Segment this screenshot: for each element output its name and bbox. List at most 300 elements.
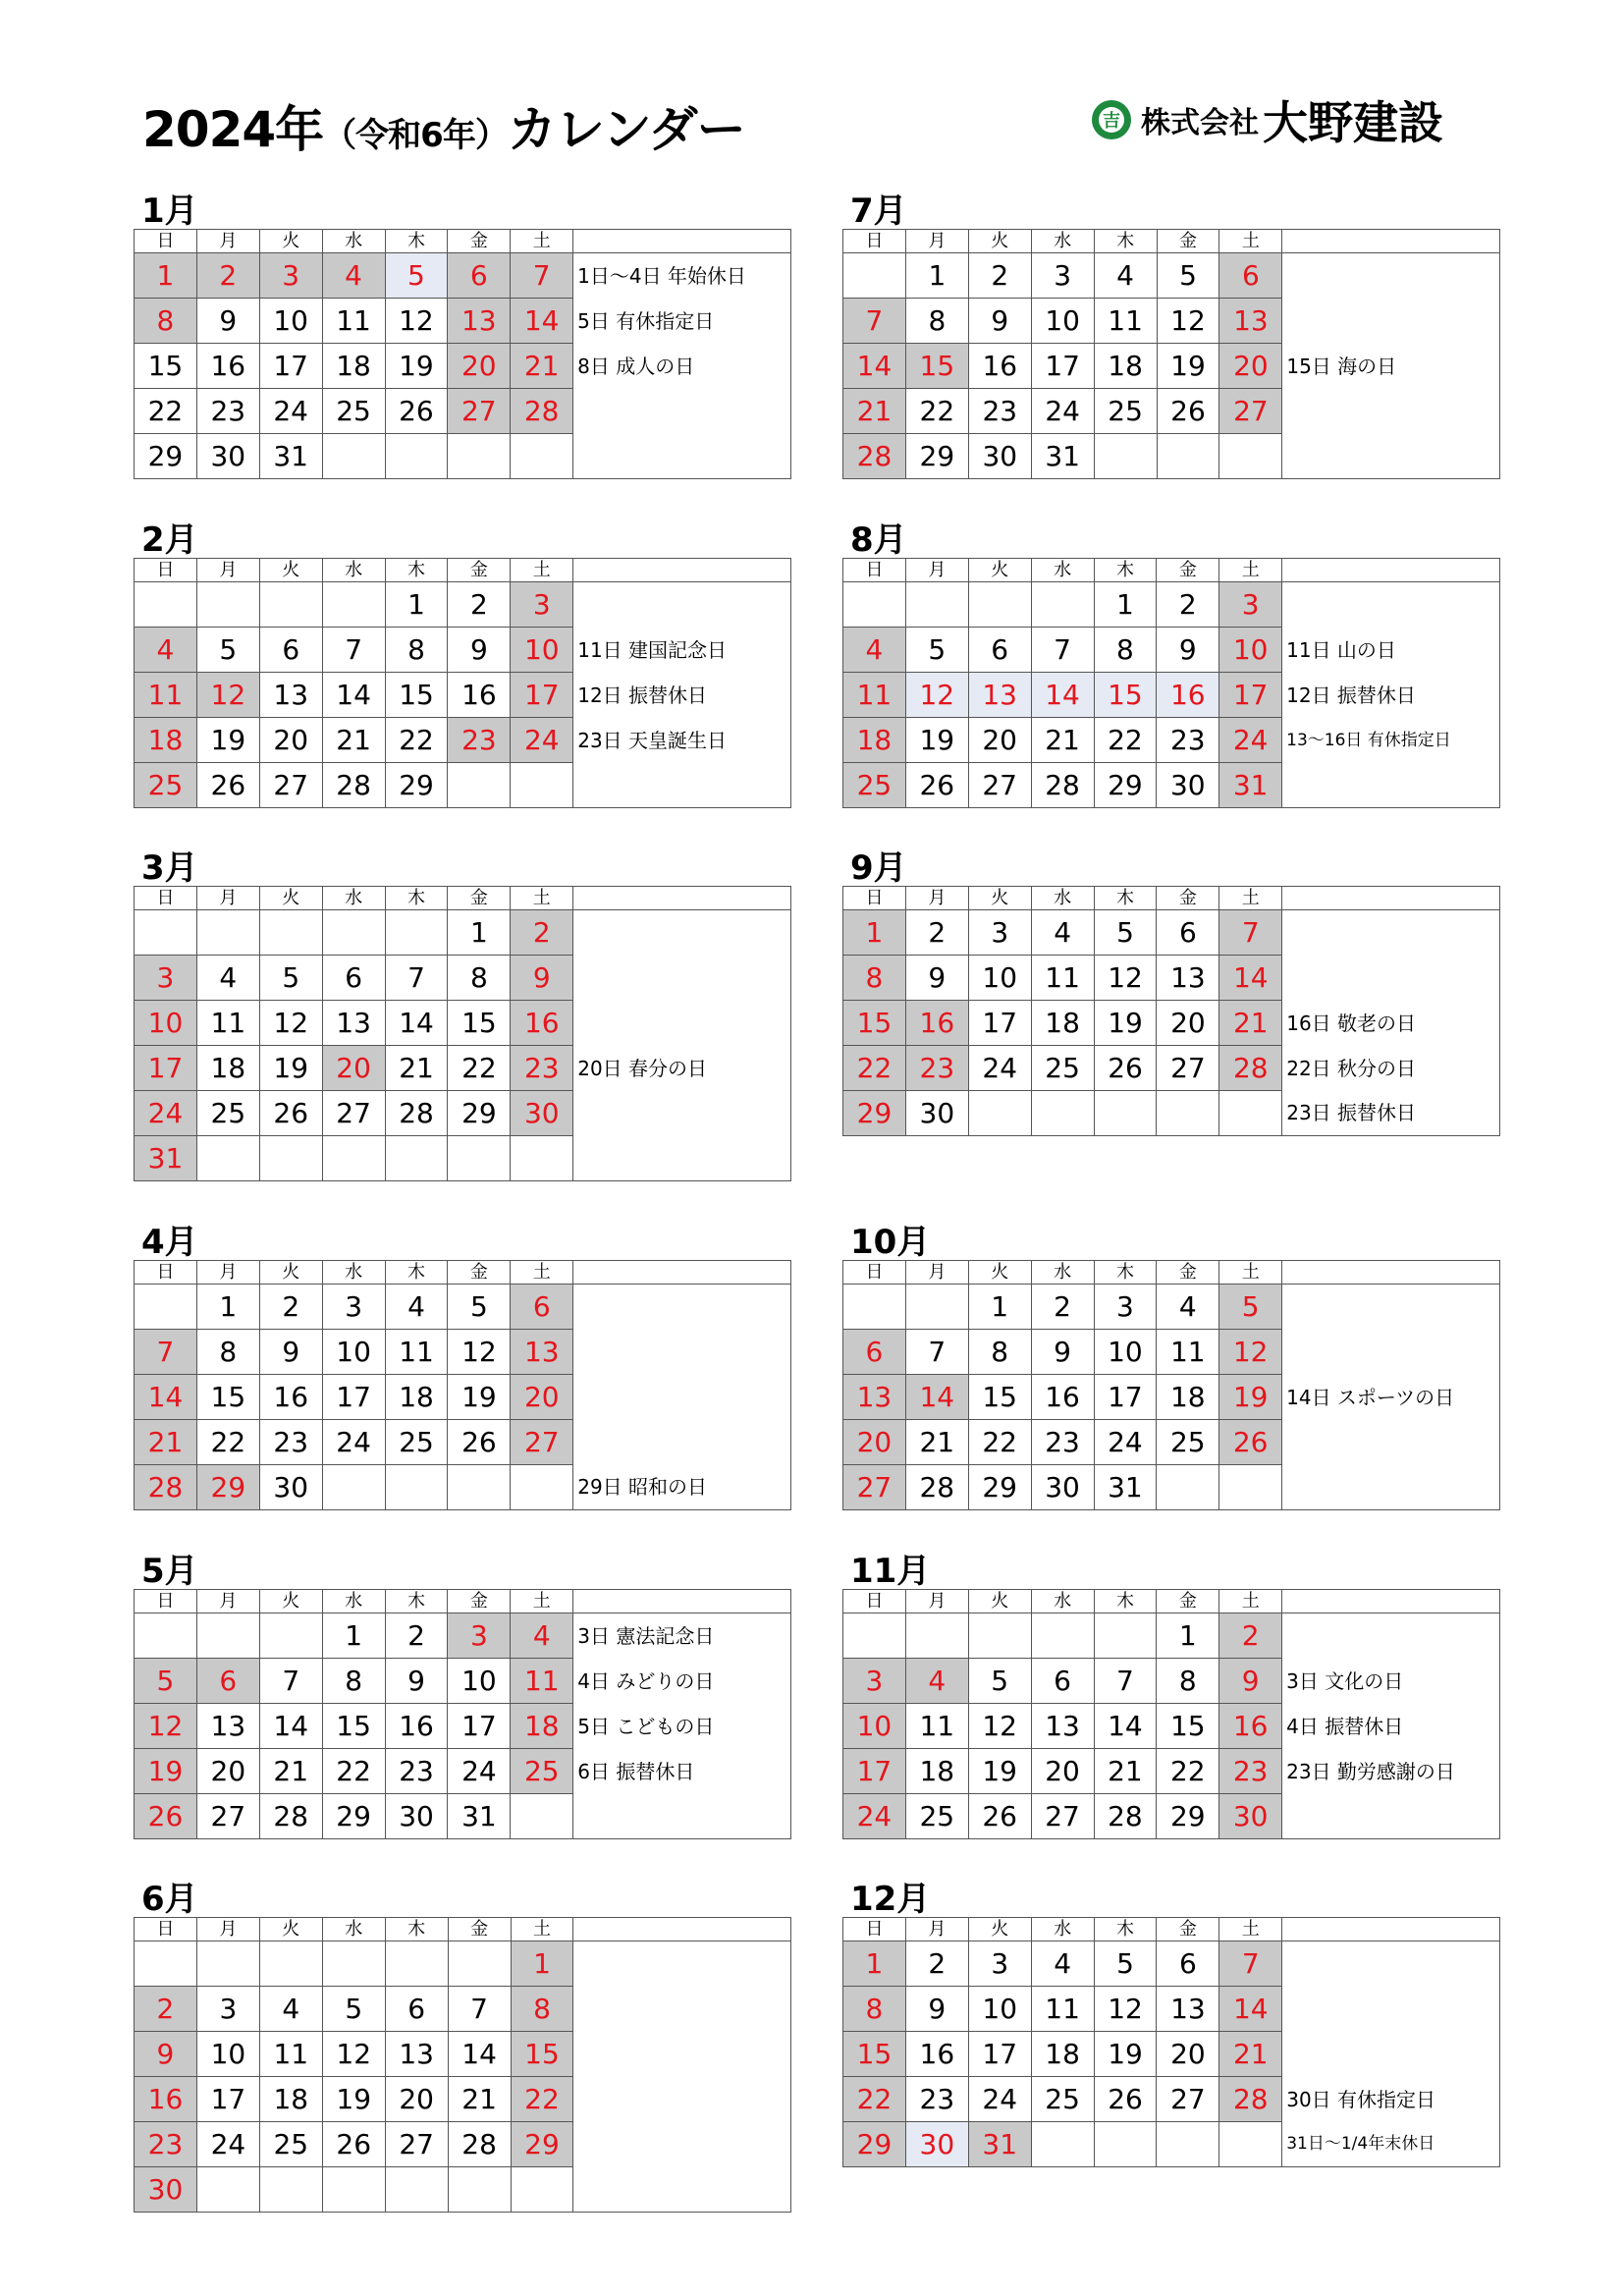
holiday-note [573, 389, 791, 434]
day-cell: 5 [1219, 1285, 1282, 1330]
day-cell: 20 [1157, 2032, 1219, 2077]
day-cell: 12 [196, 673, 259, 718]
empty-cell [322, 1136, 385, 1181]
day-cell: 2 [135, 1987, 197, 2032]
day-cell: 30 [511, 1091, 573, 1136]
empty-cell [1031, 582, 1094, 628]
holiday-note [1282, 2032, 1500, 2077]
month-label: 2月 [141, 520, 198, 560]
company-name: 大野建設 [1263, 96, 1443, 149]
day-cell: 30 [1219, 1794, 1282, 1839]
holiday-note [573, 2077, 791, 2122]
day-cell: 27 [968, 763, 1031, 808]
notes-header [573, 230, 791, 253]
empty-cell [259, 910, 322, 956]
holiday-note [1282, 1465, 1500, 1510]
holiday-note: 29日 昭和の日 [573, 1465, 791, 1510]
day-cell: 2 [196, 253, 259, 299]
day-cell: 23 [968, 389, 1031, 434]
day-cell: 22 [385, 718, 448, 763]
day-cell: 25 [196, 1091, 259, 1136]
day-cell: 9 [905, 1987, 968, 2032]
weekday-header: 火 [259, 559, 322, 582]
empty-cell [322, 2167, 385, 2213]
day-cell: 15 [511, 2032, 573, 2077]
empty-cell [1094, 434, 1157, 479]
day-cell: 20 [511, 1375, 573, 1420]
day-cell: 20 [259, 718, 322, 763]
empty-cell [1157, 2122, 1219, 2167]
day-cell: 12 [905, 673, 968, 718]
day-cell: 10 [843, 1704, 906, 1749]
empty-cell [385, 1136, 448, 1181]
day-cell: 14 [385, 1001, 448, 1046]
day-cell: 10 [135, 1001, 197, 1046]
holiday-note [1282, 1285, 1500, 1330]
weekday-header: 土 [1219, 1590, 1282, 1613]
weekday-header: 水 [322, 1590, 385, 1613]
day-cell: 26 [1219, 1420, 1282, 1465]
day-cell: 5 [1157, 253, 1219, 299]
day-cell: 8 [968, 1330, 1031, 1375]
day-cell: 2 [1219, 1613, 1282, 1659]
day-cell: 19 [259, 1046, 322, 1091]
day-cell: 4 [196, 956, 259, 1001]
empty-cell [135, 910, 197, 956]
day-cell: 5 [322, 1987, 385, 2032]
empty-cell [385, 1941, 448, 1987]
notes-header [1282, 887, 1500, 910]
weekday-header: 月 [905, 1590, 968, 1613]
day-cell: 7 [1219, 1941, 1282, 1987]
day-cell: 11 [322, 299, 385, 344]
day-cell: 3 [322, 1285, 385, 1330]
weekday-header: 水 [1031, 230, 1094, 253]
day-cell: 8 [843, 956, 906, 1001]
day-cell: 11 [1031, 1987, 1094, 2032]
day-cell: 14 [322, 673, 385, 718]
day-cell: 3 [1031, 253, 1094, 299]
notes-header [1282, 1918, 1500, 1941]
month-table [134, 1260, 791, 1510]
day-cell: 16 [905, 2032, 968, 2077]
month-table [842, 1260, 1500, 1510]
holiday-note [573, 1420, 791, 1465]
empty-cell [968, 582, 1031, 628]
day-cell: 31 [1031, 434, 1094, 479]
notes-header [573, 887, 791, 910]
holiday-note [1282, 582, 1500, 628]
day-cell: 20 [968, 718, 1031, 763]
day-cell: 17 [1031, 344, 1094, 389]
day-cell: 28 [1031, 763, 1094, 808]
company-mark-icon [1090, 98, 1133, 141]
day-cell: 26 [385, 389, 448, 434]
empty-cell [1219, 1091, 1282, 1136]
day-cell: 26 [905, 763, 968, 808]
weekday-header: 木 [385, 1590, 448, 1613]
empty-cell [1219, 2122, 1282, 2167]
day-cell: 29 [385, 763, 448, 808]
holiday-note [573, 763, 791, 808]
month-table [842, 229, 1500, 479]
day-cell: 18 [1094, 344, 1157, 389]
day-cell: 7 [448, 1987, 511, 2032]
day-cell: 26 [322, 2122, 385, 2167]
empty-cell [448, 1136, 511, 1181]
day-cell: 3 [843, 1659, 906, 1704]
weekday-header: 火 [968, 887, 1031, 910]
notes-header [1282, 230, 1500, 253]
week-row [135, 1330, 791, 1375]
week-row [843, 253, 1500, 299]
day-cell: 23 [196, 389, 259, 434]
day-cell: 6 [322, 956, 385, 1001]
week-row [135, 1794, 791, 1839]
day-cell: 3 [135, 956, 197, 1001]
day-cell: 25 [511, 1749, 573, 1794]
month-table [134, 1917, 791, 2213]
day-cell: 3 [511, 582, 573, 628]
empty-cell [511, 1794, 573, 1839]
day-cell: 22 [843, 1046, 906, 1091]
empty-cell [259, 1136, 322, 1181]
empty-cell [322, 1465, 385, 1510]
holiday-note: 31日～1/4年末休日 [1282, 2122, 1500, 2167]
day-cell: 30 [196, 434, 259, 479]
weekday-header: 木 [385, 559, 448, 582]
day-cell: 10 [968, 1987, 1031, 2032]
day-cell: 14 [135, 1375, 197, 1420]
weekday-header: 金 [448, 1261, 511, 1285]
day-cell: 30 [385, 1794, 448, 1839]
day-cell: 28 [259, 1794, 322, 1839]
day-cell: 14 [1219, 956, 1282, 1001]
day-cell: 25 [905, 1794, 968, 1839]
week-row [135, 2122, 791, 2167]
holiday-note [1282, 1613, 1500, 1659]
empty-cell [196, 1613, 259, 1659]
day-cell: 27 [259, 763, 322, 808]
day-cell: 15 [448, 1001, 511, 1046]
day-cell: 12 [385, 299, 448, 344]
day-cell: 1 [322, 1613, 385, 1659]
day-cell: 28 [905, 1465, 968, 1510]
day-cell: 4 [1157, 1285, 1219, 1330]
day-cell: 2 [1031, 1285, 1094, 1330]
week-row [135, 1001, 791, 1046]
week-row [843, 1091, 1500, 1136]
holiday-note: 5日 こどもの日 [573, 1704, 791, 1749]
holiday-note [1282, 389, 1500, 434]
day-cell: 14 [843, 344, 906, 389]
day-cell: 1 [196, 1285, 259, 1330]
day-cell: 8 [843, 1987, 906, 2032]
day-cell: 10 [259, 299, 322, 344]
month-label: 5月 [141, 1552, 198, 1591]
day-cell: 9 [1219, 1659, 1282, 1704]
weekday-header: 日 [843, 1918, 906, 1941]
empty-cell [1094, 1613, 1157, 1659]
week-row [843, 1941, 1500, 1987]
holiday-note: 12日 振替休日 [1282, 673, 1500, 718]
day-cell: 13 [322, 1001, 385, 1046]
day-cell: 22 [448, 1046, 511, 1091]
day-cell: 21 [1031, 718, 1094, 763]
weekday-header: 月 [196, 1261, 259, 1285]
weekday-header: 木 [385, 1918, 448, 1941]
day-cell: 11 [1031, 956, 1094, 1001]
day-cell: 15 [905, 344, 968, 389]
day-cell: 18 [843, 718, 906, 763]
day-cell: 19 [448, 1375, 511, 1420]
day-cell: 24 [968, 2077, 1031, 2122]
holiday-note [573, 2122, 791, 2167]
empty-cell [1219, 434, 1282, 479]
empty-cell [511, 2167, 573, 2213]
day-cell: 4 [259, 1987, 322, 2032]
day-cell: 15 [1157, 1704, 1219, 1749]
holiday-note [1282, 434, 1500, 479]
day-cell: 22 [843, 2077, 906, 2122]
month-table [134, 886, 791, 1181]
weekday-header: 火 [968, 1261, 1031, 1285]
weekday-header: 土 [511, 1261, 573, 1285]
day-cell: 22 [905, 389, 968, 434]
day-cell: 24 [322, 1420, 385, 1465]
weekday-header: 火 [968, 1590, 1031, 1613]
empty-cell [843, 1613, 906, 1659]
day-cell: 13 [1219, 299, 1282, 344]
week-row [135, 434, 791, 479]
day-cell: 18 [905, 1749, 968, 1794]
holiday-note: 6日 振替休日 [573, 1749, 791, 1794]
holiday-note: 1日～4日 年始休日 [573, 253, 791, 299]
week-row [135, 1941, 791, 1987]
day-cell: 28 [1094, 1794, 1157, 1839]
day-cell: 2 [1157, 582, 1219, 628]
day-cell: 13 [196, 1704, 259, 1749]
day-cell: 1 [135, 253, 197, 299]
holiday-note: 5日 有休指定日 [573, 299, 791, 344]
week-row [843, 344, 1500, 389]
day-cell: 2 [968, 253, 1031, 299]
weekday-header: 日 [843, 1261, 906, 1285]
holiday-note [573, 1987, 791, 2032]
day-cell: 12 [259, 1001, 322, 1046]
day-cell: 12 [1094, 956, 1157, 1001]
weekday-header: 日 [135, 1918, 197, 1941]
month-label: 10月 [850, 1223, 931, 1262]
day-cell: 1 [843, 1941, 906, 1987]
day-cell: 20 [1219, 344, 1282, 389]
week-row [135, 956, 791, 1001]
weekday-header: 火 [259, 230, 322, 253]
week-row [843, 1659, 1500, 1704]
day-cell: 18 [1031, 2032, 1094, 2077]
day-cell: 26 [1094, 1046, 1157, 1091]
day-cell: 29 [322, 1794, 385, 1839]
day-cell: 28 [1219, 2077, 1282, 2122]
empty-cell [843, 1285, 906, 1330]
week-row [843, 2077, 1500, 2122]
day-cell: 21 [905, 1420, 968, 1465]
day-cell: 13 [1157, 1987, 1219, 2032]
week-row [135, 299, 791, 344]
empty-cell [259, 2167, 322, 2213]
weekday-header: 日 [135, 559, 197, 582]
weekday-header: 水 [1031, 559, 1094, 582]
month-table [842, 558, 1500, 808]
weekday-header: 水 [1031, 1918, 1094, 1941]
day-cell: 21 [448, 2077, 511, 2122]
weekday-header: 木 [385, 887, 448, 910]
day-cell: 25 [1031, 2077, 1094, 2122]
empty-cell [1157, 1091, 1219, 1136]
month-table [134, 1589, 791, 1839]
week-row [843, 2032, 1500, 2077]
week-row [135, 1091, 791, 1136]
empty-cell [968, 1091, 1031, 1136]
empty-cell [1094, 1091, 1157, 1136]
day-cell: 13 [968, 673, 1031, 718]
weekday-header: 金 [448, 887, 511, 910]
week-row [135, 2167, 791, 2213]
day-cell: 15 [968, 1375, 1031, 1420]
month-label: 1月 [141, 191, 198, 231]
empty-cell [196, 1941, 259, 1987]
day-cell: 25 [322, 389, 385, 434]
day-cell: 17 [448, 1704, 511, 1749]
empty-cell [448, 1465, 511, 1510]
day-cell: 31 [448, 1794, 511, 1839]
day-cell: 6 [1031, 1659, 1094, 1704]
weekday-header: 月 [905, 1261, 968, 1285]
day-cell: 21 [135, 1420, 197, 1465]
empty-cell [843, 582, 906, 628]
day-cell: 30 [1031, 1465, 1094, 1510]
day-cell: 25 [1031, 1046, 1094, 1091]
notes-header [573, 1590, 791, 1613]
day-cell: 4 [905, 1659, 968, 1704]
day-cell: 15 [135, 344, 197, 389]
day-cell: 7 [135, 1330, 197, 1375]
holiday-note: 12日 振替休日 [573, 673, 791, 718]
day-cell: 25 [843, 763, 906, 808]
empty-cell [968, 1613, 1031, 1659]
day-cell: 1 [511, 1941, 573, 1987]
week-row [135, 763, 791, 808]
weekday-header: 木 [385, 1261, 448, 1285]
day-cell: 13 [259, 673, 322, 718]
empty-cell [843, 253, 906, 299]
week-row [843, 763, 1500, 808]
day-cell: 17 [259, 344, 322, 389]
weekday-header: 月 [905, 1918, 968, 1941]
weekday-header: 月 [196, 887, 259, 910]
empty-cell [322, 910, 385, 956]
day-cell: 31 [968, 2122, 1031, 2167]
day-cell: 8 [196, 1330, 259, 1375]
weekday-header: 水 [1031, 1261, 1094, 1285]
day-cell: 11 [259, 2032, 322, 2077]
day-cell: 29 [843, 1091, 906, 1136]
day-cell: 4 [1031, 1941, 1094, 1987]
weekday-header: 日 [843, 887, 906, 910]
day-cell: 26 [259, 1091, 322, 1136]
empty-cell [511, 1136, 573, 1181]
notes-header [573, 1261, 791, 1285]
day-cell: 6 [511, 1285, 573, 1330]
week-row [843, 910, 1500, 956]
week-row [135, 582, 791, 628]
day-cell: 16 [1219, 1704, 1282, 1749]
day-cell: 3 [259, 253, 322, 299]
day-cell: 2 [511, 910, 573, 956]
day-cell: 29 [968, 1465, 1031, 1510]
weekday-header: 火 [259, 887, 322, 910]
weekday-header: 水 [322, 230, 385, 253]
holiday-note [1282, 910, 1500, 956]
day-cell: 7 [259, 1659, 322, 1704]
holiday-note: 23日 天皇誕生日 [573, 718, 791, 763]
empty-cell [1031, 2122, 1094, 2167]
empty-cell [196, 910, 259, 956]
weekday-header: 土 [511, 230, 573, 253]
day-cell: 4 [843, 628, 906, 673]
day-cell: 19 [905, 718, 968, 763]
empty-cell [385, 434, 448, 479]
day-cell: 27 [1157, 1046, 1219, 1091]
day-cell: 17 [135, 1046, 197, 1091]
week-row [843, 956, 1500, 1001]
day-cell: 24 [1031, 389, 1094, 434]
week-row [843, 1375, 1500, 1420]
holiday-note [573, 1285, 791, 1330]
day-cell: 3 [968, 1941, 1031, 1987]
day-cell: 14 [511, 299, 573, 344]
day-cell: 27 [385, 2122, 448, 2167]
day-cell: 25 [259, 2122, 322, 2167]
day-cell: 20 [448, 344, 511, 389]
holiday-note: 20日 春分の日 [573, 1046, 791, 1091]
day-cell: 9 [905, 956, 968, 1001]
day-cell: 29 [1157, 1794, 1219, 1839]
day-cell: 17 [1219, 673, 1282, 718]
empty-cell [385, 1465, 448, 1510]
day-cell: 23 [1219, 1749, 1282, 1794]
day-cell: 1 [385, 582, 448, 628]
day-cell: 7 [511, 253, 573, 299]
day-cell: 17 [511, 673, 573, 718]
weekday-header: 火 [968, 1918, 1031, 1941]
day-cell: 8 [448, 956, 511, 1001]
day-cell: 31 [259, 434, 322, 479]
week-row [843, 1420, 1500, 1465]
day-cell: 8 [385, 628, 448, 673]
week-row [135, 1136, 791, 1181]
day-cell: 18 [322, 344, 385, 389]
day-cell: 16 [968, 344, 1031, 389]
holiday-note [573, 956, 791, 1001]
day-cell: 12 [135, 1704, 197, 1749]
day-cell: 10 [968, 956, 1031, 1001]
weekday-header: 木 [1094, 887, 1157, 910]
weekday-header: 日 [843, 559, 906, 582]
day-cell: 19 [1157, 344, 1219, 389]
day-cell: 15 [196, 1375, 259, 1420]
weekday-header: 金 [448, 230, 511, 253]
